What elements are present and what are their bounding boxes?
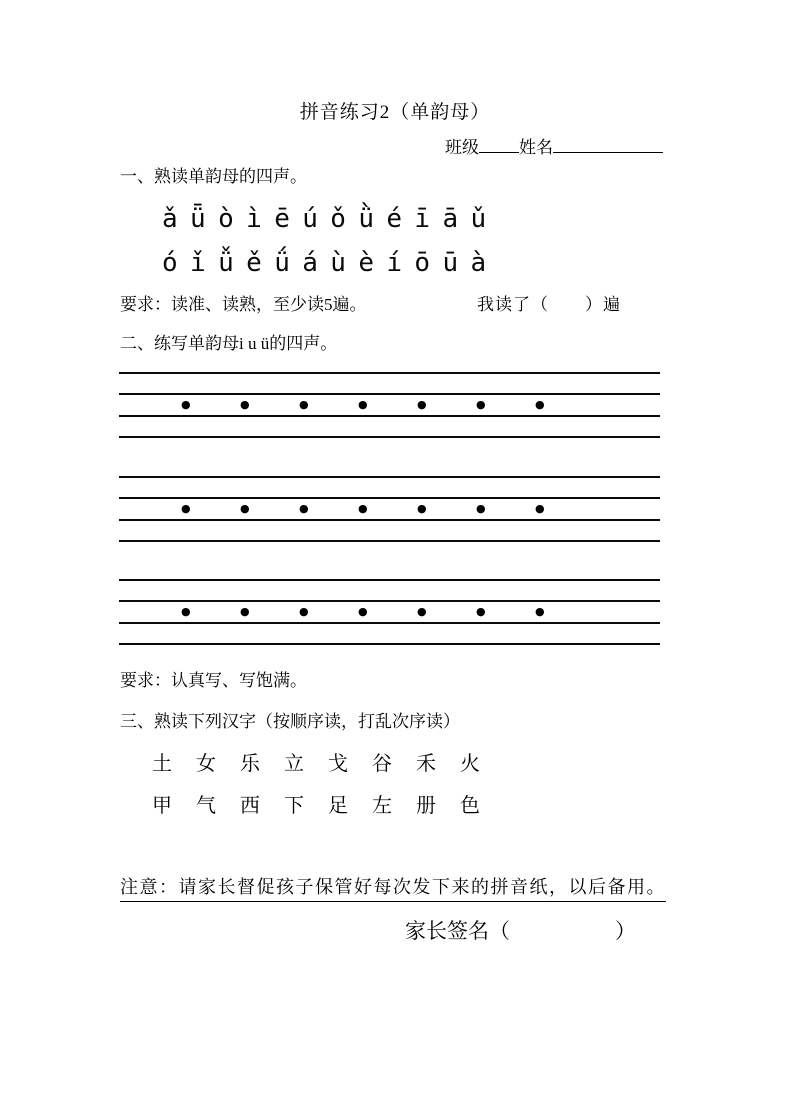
name-label: 姓名 [519, 138, 553, 157]
middle-dot: ● [417, 605, 427, 618]
grid-line [119, 497, 660, 499]
pinyin-letter: ǚ [218, 248, 234, 278]
pinyin-letter: ǒ [330, 204, 346, 234]
pinyin-letter: ū [442, 248, 459, 278]
pinyin-letter: ī [414, 204, 431, 234]
middle-dot: ● [535, 398, 545, 411]
hanzi-character: 女 [196, 753, 216, 775]
section2-heading: 二、练写单韵母i u ü的四声。 [120, 334, 338, 353]
hanzi-character: 乐 [240, 753, 260, 775]
middle-dot: ● [240, 398, 250, 411]
middle-dot: ● [358, 502, 368, 515]
hanzi-character: 色 [460, 795, 480, 817]
class-field-blank [479, 134, 519, 153]
hanzi-character: 左 [372, 795, 392, 817]
pinyin-row-2 [162, 245, 486, 281]
hanzi-character: 气 [196, 795, 216, 817]
middle-dot: ● [476, 605, 486, 618]
pinyin-letter: ǔ [470, 204, 487, 234]
section1-requirement: 要求：读准、读熟，至少读5遍。 [120, 295, 367, 314]
middle-dot: ● [240, 605, 250, 618]
pinyin-letter: ó [162, 248, 178, 278]
class-name-line [445, 134, 663, 159]
grid-line [119, 372, 660, 374]
middle-dot: ● [476, 502, 486, 515]
section3-heading: 三、熟读下列汉字（按顺序读，打乱次序读） [120, 712, 460, 731]
hanzi-character: 火 [460, 753, 480, 775]
middle-dot: ● [476, 398, 486, 411]
hanzi-character: 足 [328, 795, 348, 817]
pinyin-letter: ē [274, 204, 290, 234]
pinyin-letter: í [386, 248, 403, 278]
hanzi-character: 下 [284, 795, 304, 817]
grid-line [119, 393, 660, 395]
grid-line [119, 622, 660, 624]
hanzi-character: 西 [240, 795, 260, 817]
middle-dot: ● [181, 605, 191, 618]
hanzi-character: 土 [152, 753, 172, 775]
read-count-blank: 我读了（ ）遍 [477, 295, 621, 314]
middle-dot: ● [417, 502, 427, 515]
four-line-writing-grid [119, 476, 660, 542]
dot-guide-row [181, 399, 544, 411]
middle-dot: ● [181, 502, 191, 515]
name-field-blank [553, 134, 663, 153]
pinyin-letter: è [358, 248, 374, 278]
grid-line [119, 643, 660, 645]
middle-dot: ● [535, 605, 545, 618]
pinyin-row-1 [162, 201, 486, 237]
middle-dot: ● [181, 398, 191, 411]
grid-line [119, 600, 660, 602]
section1-heading: 一、熟读单韵母的四声。 [120, 167, 307, 186]
grid-line [119, 519, 660, 521]
dot-guide-row [181, 503, 544, 515]
dot-guide-row [181, 606, 544, 618]
middle-dot: ● [299, 398, 309, 411]
section2-requirement: 要求：认真写、写饱满。 [120, 671, 307, 690]
parent-notice: 注意：请家长督促孩子保管好每次发下来的拼音纸，以后备用。 [120, 875, 666, 902]
pinyin-letter: à [470, 248, 487, 278]
page-title: 拼音练习2（单韵母） [299, 102, 491, 123]
pinyin-letter: ǐ [190, 248, 206, 278]
grid-line [119, 476, 660, 478]
middle-dot: ● [240, 502, 250, 515]
pinyin-letter: ā [442, 204, 459, 234]
pinyin-letter: ù [330, 248, 346, 278]
hanzi-character: 立 [284, 753, 304, 775]
pinyin-letter: á [302, 248, 318, 278]
pinyin-letter: ō [414, 248, 431, 278]
class-label: 班级 [445, 138, 479, 157]
hanzi-row-2 [152, 793, 480, 819]
pinyin-letter: ǜ [358, 204, 374, 234]
middle-dot: ● [299, 502, 309, 515]
hanzi-character: 册 [416, 795, 436, 817]
pinyin-letter: ú [302, 204, 318, 234]
grid-line [119, 540, 660, 542]
hanzi-row-1 [152, 751, 480, 777]
hanzi-character: 戈 [328, 753, 348, 775]
pinyin-letter: ǘ [274, 248, 290, 278]
grid-line [119, 579, 660, 581]
hanzi-character: 甲 [152, 795, 172, 817]
middle-dot: ● [358, 398, 368, 411]
four-line-writing-grid [119, 579, 660, 645]
pinyin-letter: ǎ [162, 204, 178, 234]
pinyin-letter: ě [246, 248, 262, 278]
hanzi-character: 禾 [416, 753, 436, 775]
pinyin-letter: ò [218, 204, 234, 234]
middle-dot: ● [358, 605, 368, 618]
grid-line [119, 415, 660, 417]
pinyin-letter: é [386, 204, 403, 234]
four-line-writing-grid [119, 372, 660, 438]
grid-line [119, 436, 660, 438]
middle-dot: ● [535, 502, 545, 515]
middle-dot: ● [417, 398, 427, 411]
middle-dot: ● [299, 605, 309, 618]
pinyin-letter: ǖ [190, 204, 206, 234]
parent-signature-blank: 家长签名（ ） [405, 919, 636, 943]
hanzi-character: 谷 [372, 753, 392, 775]
pinyin-letter: ì [246, 204, 262, 234]
